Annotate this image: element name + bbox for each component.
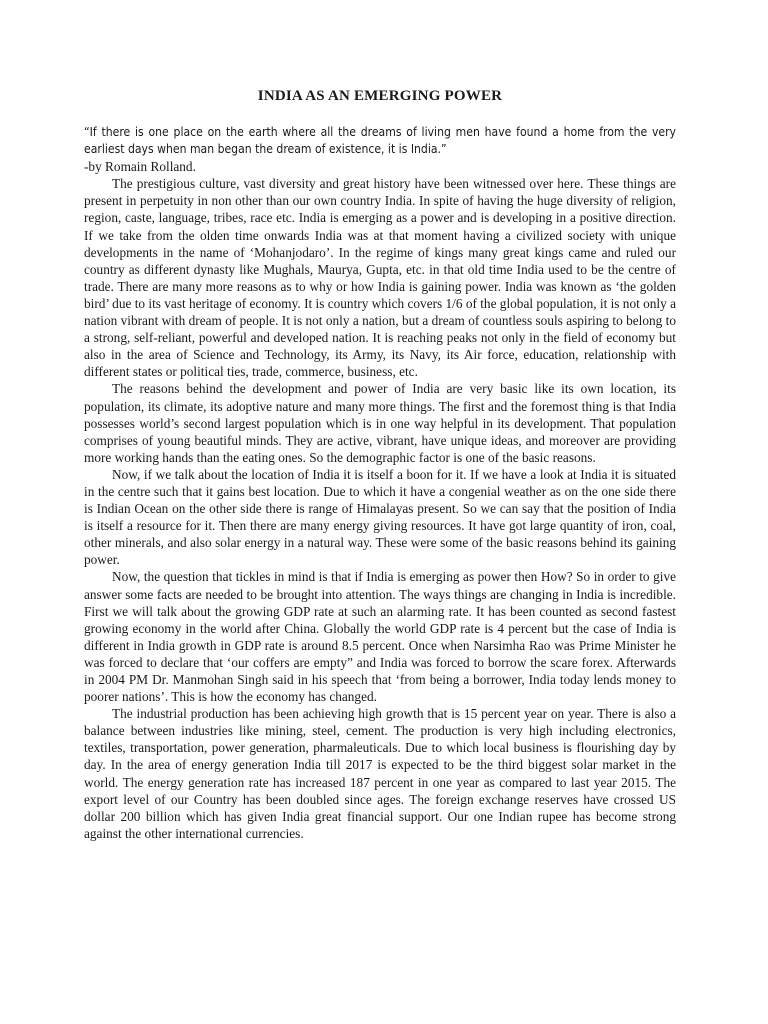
paragraph-location: Now, if we talk about the location of India it is itself a boon for it. If we have a look at India it is situated in the centre such that it gains best location. Due to which it have a congenial weather as on the one side there is Indian Ocean on the other side there is range of Himalayas present. So we can say that the position of India is itself a resource for it. Then there are many energy giving resources. It have got large quantity of iron, coal, other minerals, and also solar energy in a natural way. These were some of the basic reasons behind its gaining power. [84,466,676,568]
paragraph-reasons: The reasons behind the development and power of India are very basic like its own location, its population, its climate, its adoptive nature and many more things. The first and the foremost thing is that India possesses world’s second largest population which is in one way helpful in its development. That population comprises of young beautiful minds. They are active, vibrant, have unique ideas, and moreover are providing more working hands than the eating ones. So the demographic factor is one of the basic reasons. [84,381,676,465]
paragraph-industry: The industrial production has been achieving high growth that is 15 percent year on year. There is also a balance between industries like mining, steel, cement. The production is very high including electronics, textiles, transportation, power generation, pharmaleuticals. Due to which local business is flourishing day by day. In the area of energy generation India till 2017 is expected to be the third biggest solar market in the world. The energy generation rate has increased 187 percent in one year as compared to last year 2015. The export level of our Country has been doubled since ages. The foreign exchange reserves have crossed US dollar 200 billion which has given India great financial support. Our one Indian rupee has become strong against the other international currencies. [84,706,676,841]
opening-quote: “If there is one place on the earth where all the dreams of living men have found a home from the very earliest days when man began the dream of existence, it is India.” [84,125,676,157]
document-title: INDIA AS AN EMERGING POWER [257,88,503,104]
paragraph-culture: The prestigious culture, vast diversity and great history have been witnessed over here. These things are present in perpetuity in non other than our own country India. In spite of having the huge diversity of religion, region, caste, language, tribes, race etc. India is emerging as a power and is developing in a positive direction. If we take from the olden time onwards India was at that moment having a civilized society with unique developments in the name of ‘Mohanjodaro’. In the regime of kings many great kings came and ruled our country as different dynasty like Mughals, Maurya, Gupta, etc. in that old time India used to be the centre of trade. There are many more reasons as to why or how India is gaining power. India was known as ‘the golden bird’ due to its vast heritage of economy. It is country which covers 1/6 of the global population, it is not only a nation vibrant with dream of people. It is not only a nation, but a dream of countless souls aspiring to belong to a strong, self-reliant, powerful and developed nation. It is reaching peaks not only in the field of economy but also in the area of Science and Technology, its Army, its Navy, its Air force, education, relationship with different states or political ties, trade, commerce, business, etc. [84,176,676,380]
paragraph-economy: Now, the question that tickles in mind is that if India is emerging as power then How? So in order to give answer some facts are needed to be brought into attention. The ways things are changing in India is incredible. First we will talk about the growing GDP rate at such an alarming rate. It has been counted as second fastest growing economy in the world after China. Globally the world GDP rate is 4 percent but the case of India is different in India growth in GDP rate is around 8.5 percent. Once when Narsimha Rao was Prime Minister he was forced to declare that ‘our coffers are empty” and India was forced to borrow the scare forex. Afterwards in 2004 PM Dr. Manmohan Singh said in his speech that ‘from being a borrower, India today lends money to poorer nations’. This is how the economy has changed. [84,569,676,705]
quote-attribution: -by Romain Rolland. [84,159,196,175]
document-page [84,0,676,1024]
document-body [84,124,676,842]
